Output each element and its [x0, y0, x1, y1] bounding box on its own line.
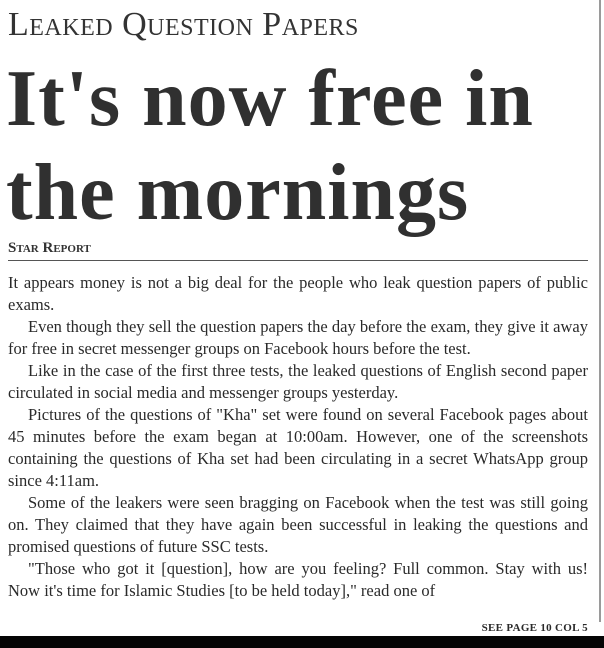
continuation-line: SEE PAGE 10 COL 5 — [481, 622, 588, 634]
column-divider — [599, 0, 601, 622]
paragraph: Some of the leakers were seen bragging on Facebook when the test was still going on. They claimed that they have again been successful in leaking the questions and promised questions of future SSC tests. — [8, 493, 588, 556]
article-body — [8, 272, 588, 602]
paragraph: It appears money is not a big deal for the people who leak question papers of public exams. — [8, 273, 588, 314]
paragraph: Pictures of the questions of "Kha" set were found on several Facebook pages about 45 minutes before the exam began at 10:00am. However, one of the screenshots containing the questions of Kha set had been circulating in a secret WhatsApp group since 4:11am. — [8, 405, 588, 490]
paragraph: Like in the case of the first three tests, the leaked questions of English second paper circulated in social media and messenger groups yesterday. — [8, 361, 588, 402]
byline-divider — [8, 260, 588, 261]
kicker: Leaked Question Papers — [8, 6, 359, 43]
byline: Star Report — [8, 240, 91, 256]
paragraph: Even though they sell the question papers the day before the exam, they give it away for free in secret messenger groups on Facebook hours before the test. — [8, 317, 588, 358]
headline: It's now free in the mornings — [6, 55, 534, 237]
bottom-border — [0, 636, 604, 648]
paragraph: "Those who got it [question], how are you feeling? Full common. Stay with us! Now it's time for Islamic Studies [to be held today]," read one of — [8, 559, 588, 600]
